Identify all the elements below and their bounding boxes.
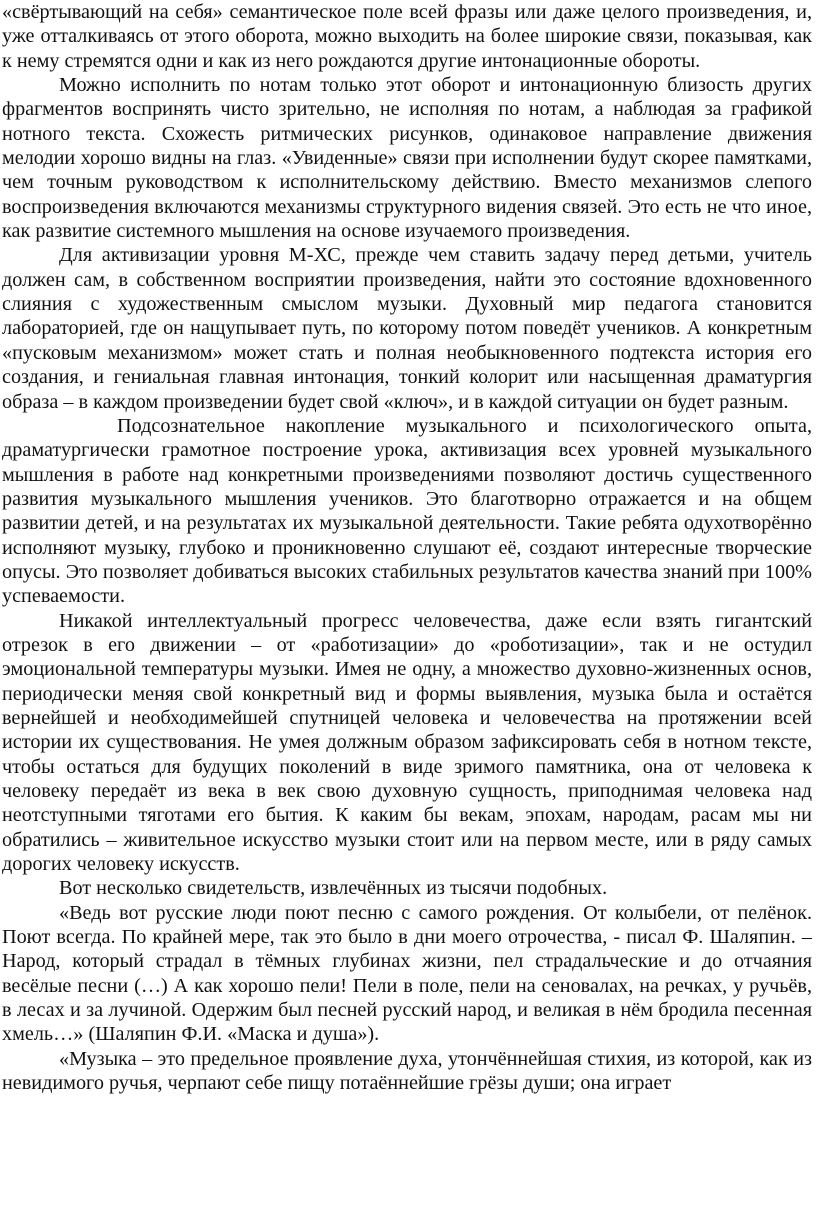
paragraph-2: Можно исполнить по нотам только этот оборот и интонационную близость других фрагментов воспринять чисто зрительно, не исполняя по нотам, а наблюдая за графикой нотного текста. Схожесть ритмических рисунков, одинаковое направление движения мелодии хорошо видны на глаз. «Увиденные» связи при исполнении будут скорее памятками, чем точным руководством к исполнительскому действию. Вместо механизмов слепого воспроизведения включаются механизмы структурного видения связей. Это есть не что иное, как развитие системного мышления на основе изучаемого произведения. — [2, 74, 812, 243]
paragraph-3: Для активизации уровня М-ХС, прежде чем ставить задачу перед детьми, учитель должен сам, в собственном восприятии произведения, найти это состояние вдохновенного слияния с художественным смыслом музыки. Духовный мир педагога становится лабораторией, где он нащупывает путь, по которому потом поведёт учеников. А конкретным «пусковым механизмом» может стать и полная необыкновенного подтекста история его создания, и гениальная главная интонация, тонкий колорит или насыщенная драматургия образа – в каждом произведении будет свой «ключ», и в каждой ситуации он будет разным. — [2, 244, 812, 413]
paragraph-1: «свёртывающий на себя» семантическое поле всей фразы или даже целого произведения, и, уже отталкиваясь от этого оборота, можно выходить на более широкие связи, показывая, как к нему стремятся одни и как из него рождаются другие интонационные обороты. — [2, 1, 812, 72]
paragraph-6: Вот несколько свидетельств, извлечённых из тысячи подобных. — [59, 877, 608, 900]
paragraph-5: Никакой интеллектуальный прогресс человечества, даже если взять гигантский отрезок в его движении – от «работизации» до «роботизации», так и не остудил эмоциональной температуры музыки. Имея не одну, а множество духовно-жизненных основ, периодически меняя свой конкретный вид и формы выявления, музыка была и остаётся вернейшей и необходимейшей спутницей человека и человечества на протяжении всей истории их существования. Не умея должным образом зафиксировать себя в нотном тексте, чтобы остаться для будущих поколений в виде зримого памятника, она от человека к человеку передаёт из века в век свою духовную сущность, приподнимая человека над неотступными тяготами его бытия. К каким бы векам, эпохам, народам, расам мы ни обратились – живительное искусство музыки стоит или на первом месте, или в ряду самых дорогих человеку искусств. — [2, 609, 812, 876]
paragraph-4: Подсознательное накопление музыкального и психологического опыта, драматургически грамотное построение урока, активизация всех уровней музыкального мышления в работе над конкретными произведениями позволяют достичь существенного развития музыкального мышления учеников. Это благотворно отражается и на общем развитии детей, и на результатах их музыкальной деятельности. Такие ребята одухотворённо исполняют музыку, глубоко и проникновенно слушают её, создают интересные творческие опусы. Это позволяет добиваться высоких стабильных результатов качества знаний при 100% успеваемости. — [2, 414, 812, 608]
paragraph-8-quote-music: «Музыка – это предельное проявление духа, утончённейшая стихия, из которой, как из невидимого ручья, черпают себе пищу потаённейшие грёзы души; она играет — [2, 1047, 812, 1095]
paragraph-7-quote-chaliapin: «Ведь вот русские люди поют песню с самого рождения. От колыбели, от пелёнок. Поют всегда. По крайней мере, так это было в дни моего отрочества, - писал Ф. Шаляпин. – Народ, который страдал в тёмных глубинах жизни, пел страдальческие и до отчаяния весёлые песни (…) А как хорошо пели! Пели в поле, пели на сеновалах, на речках, у ручьёв, в лесах и за лучиной. Одержим был песней русский народ, и великая в нём бродила песенная хмель…» (Шаляпин Ф.И. «Маска и душа»). — [2, 901, 812, 1046]
